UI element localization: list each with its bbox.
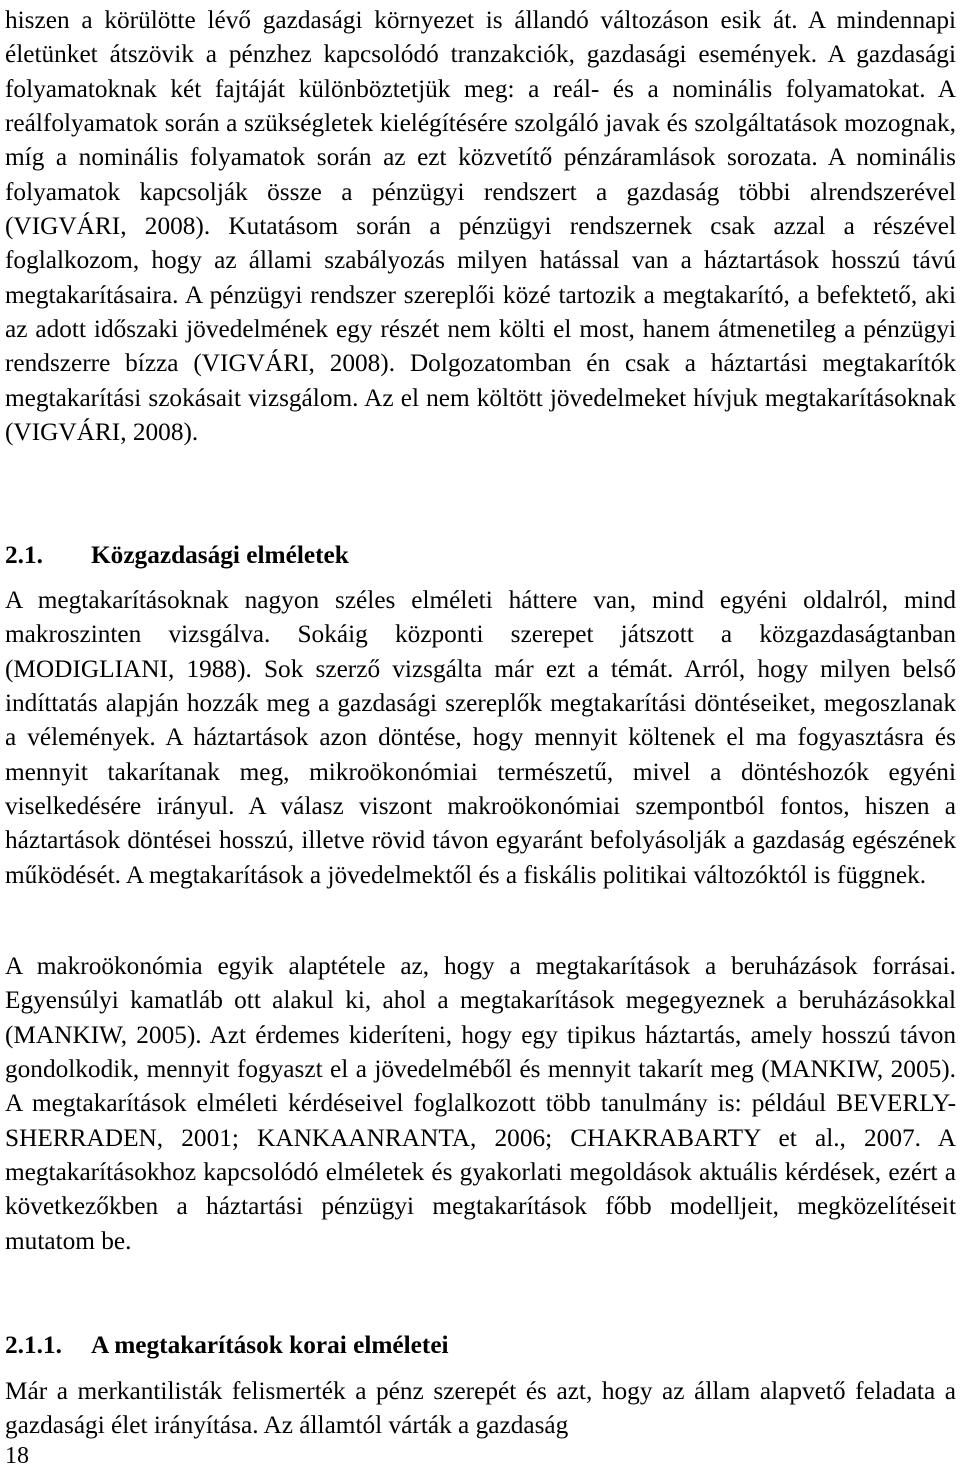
section-heading-2-1 (5, 540, 349, 570)
section-heading-2-1-1 (5, 1330, 449, 1360)
section-title: Közgazdasági elméletek (91, 541, 349, 569)
theories-paragraph: A megtakarításoknak nagyon széles elméleti háttere van, mind egyéni oldalról, mind makroszinten vizsgálva. Sokáig központi szerepet játszott a közgazdaságtanban (MODIGLIANI, 1988). Sok szerző vizsgálta már ezt a témát. Arról, hogy milyen belső indíttatás alapján hozzák meg a gazdasági szereplők megtakarítási döntéseiket, megoszlanak a vélemények. A háztartások azon döntése, hogy mennyit költenek el ma fogyasztásra és mennyit takarítanak meg, mikroökonómiai természetű, mivel a döntéshozók egyéni viselkedésére irányul. A válasz viszont makroökonómiai szempontból fontos, hiszen a háztartások döntései hosszú, illetve rövid távon egyaránt befolyásolják a gazdaság egészének működését. A megtakarítások a jövedelmektől és a fiskális politikai változóktól is függnek. (5, 586, 956, 889)
page-number: 18 (5, 1443, 29, 1469)
mercantilists-paragraph: Már a merkantilisták felismerték a pénz szerepét és azt, hogy az állam alapvető feladata a gazdasági élet irányítása. Az államtól várták a gazdaság (5, 1377, 956, 1440)
section-number: 2.1. (5, 541, 43, 569)
macroeconomics-paragraph: A makroökonómia egyik alaptétele az, hogy a megtakarítások a beruházások forrásai. Egyensúlyi kamatláb ott alakul ki, ahol a megtakarítások megegyeznek a beruházásokkal (MANKIW, 2005). Azt érdemes kideríteni, hogy egy tipikus háztartás, amely hosszú távon gondolkodik, mennyit fogyaszt el a jövedelméből és mennyit takarít meg (MANKIW, 2005). A megtakarítások elméleti kérdéseivel foglalkozott több tanulmány is: például BEVERLY-SHERRADEN, 2001; KANKAANRANTA, 2006; CHAKRABARTY et al., 2007. A megtakarításokhoz kapcsolódó elméletek és gyakorlati megoldások aktuális kérdések, ezért a következőkben a háztartási pénzügyi megtakarítások főbb modelljeit, megközelítéseit mutatom be. (5, 952, 956, 1255)
section-title: A megtakarítások korai elméletei (91, 1331, 449, 1359)
section-number: 2.1.1. (5, 1331, 62, 1359)
intro-paragraph: hiszen a körülötte lévő gazdasági környezet is állandó változáson esik át. A mindennapi életünket átszövik a pénzhez kapcsolódó tranzakciók, gazdasági események. A gazdasági folyamatoknak két fajtáját különböztetjük meg: a reál- és a nominális folyamatokat. A reálfolyamatok során a szükségletek kielégítésére szolgáló javak és szolgáltatások mozognak, míg a nominális folyamatok során az ezt közvetítő pénzáramlások sorozata. A nominális folyamatok kapcsolják össze a pénzügyi rendszert a gazdaság többi alrendszerével (VIGVÁRI, 2008). Kutatásom során a pénzügyi rendszernek csak azzal a részével foglalkozom, hogy az állami szabályozás milyen hatással van a háztartások hosszú távú megtakarításaira. A pénzügyi rendszer szereplői közé tartozik a megtakarító, a befektető, aki az adott időszaki jövedelmének egy részét nem költi el most, hanem átmenetileg a pénzügyi rendszerre bízza (VIGVÁRI, 2008). Dolgozatomban én csak a háztartási megtakarítók megtakarítási szokásait vizsgálom. Az el nem költött jövedelmeket hívjuk megtakarításoknak (VIGVÁRI, 2008). (5, 6, 956, 447)
